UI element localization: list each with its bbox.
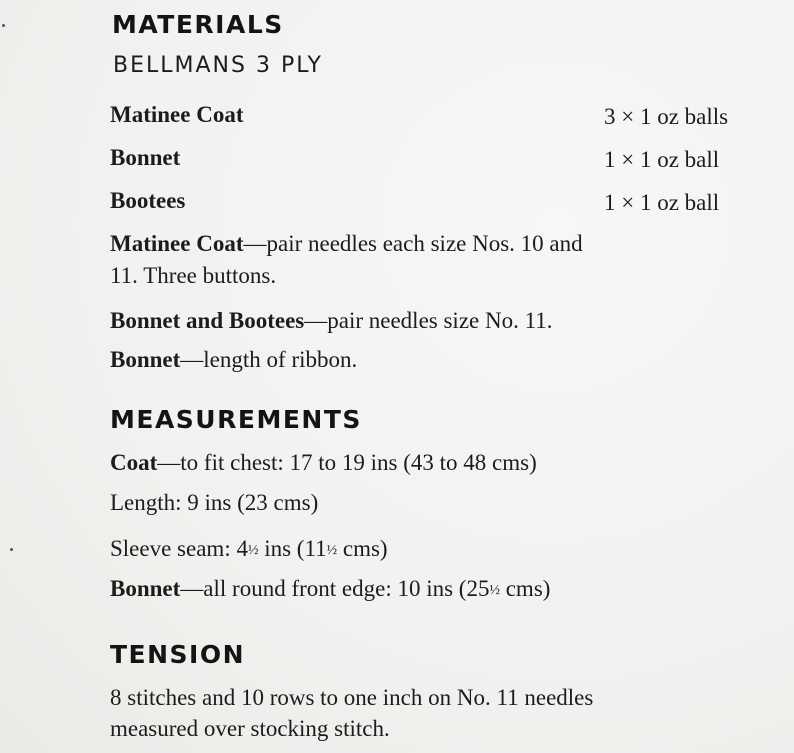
tension-line: measured over stocking stitch. (110, 716, 390, 741)
coat-measurement: Coat—to fit chest: 17 to 19 ins (43 to 48 cms) (110, 450, 537, 475)
material-item-qty: 3 × 1 oz balls (604, 104, 729, 129)
bonnet-measurement: Bonnet—all round front edge: 10 ins (25½ cms) (110, 576, 551, 601)
coat-needles-line-2: 11. Three buttons. (110, 263, 277, 288)
material-item-label: Matinee Coat (110, 102, 244, 127)
coat-needles-line: Matinee Coat—pair needles each size Nos. 10 and (110, 231, 583, 256)
yarn-name: BELLMANS 3 PLY (113, 53, 323, 78)
tension-heading: TENSION (110, 640, 246, 669)
length-measurement: Length: 9 ins (23 cms) (110, 490, 319, 515)
material-item-label: Bonnet (110, 145, 181, 170)
sleeve-measurement: Sleeve seam: 4½ ins (11½ cms) (110, 536, 388, 561)
tension-text (110, 682, 593, 744)
material-item-label: Bootees (110, 188, 186, 213)
scan-mark (2, 24, 5, 27)
materials-heading: MATERIALS (112, 10, 284, 39)
tension-line: 8 stitches and 10 rows to one inch on No. 11 needles (110, 685, 594, 710)
scan-mark (10, 548, 13, 551)
bonnet-ribbon: Bonnet—length of ribbon. (110, 347, 358, 372)
bonnet-bootees-needles: Bonnet and Bootees—pair needles size No. 11. (110, 308, 553, 333)
measurements-heading: MEASUREMENTS (110, 405, 362, 434)
material-item-qty: 1 × 1 oz ball (604, 190, 720, 215)
material-item-qty: 1 × 1 oz ball (604, 147, 720, 172)
